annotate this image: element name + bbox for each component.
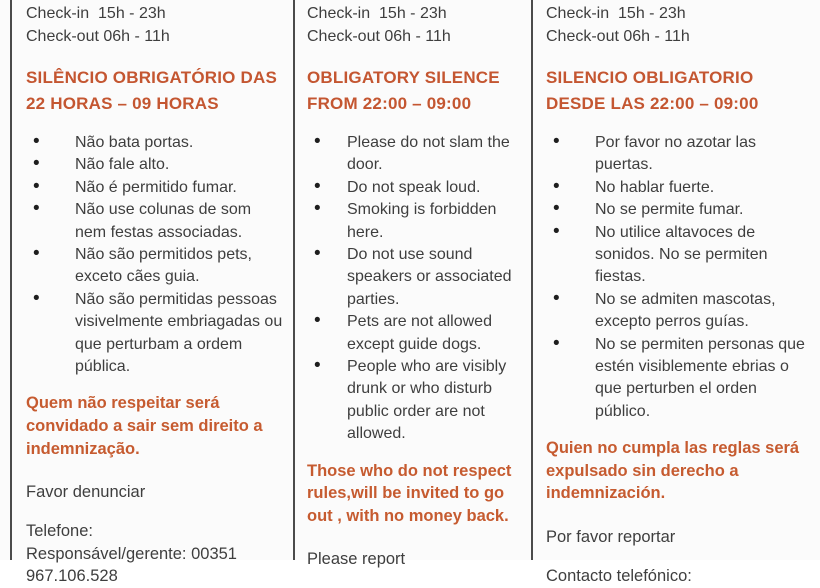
contact-line: Contacto telefónico: <box>546 567 692 586</box>
contact-line: 967.106.528 <box>26 567 118 586</box>
rule-item: • No se admiten mascotas, excepto perros guías. <box>546 289 812 334</box>
report-note: Please report <box>307 550 406 569</box>
eviction-warning: Those who do not respect rules,will be invited to go out , with no money back. <box>307 461 512 525</box>
checkout-hours: Check-out 06h - 11h <box>546 28 690 45</box>
checkout-hours: Check-out 06h - 11h <box>307 28 451 45</box>
column-spanish <box>531 0 820 586</box>
eviction-warning: Quem não respeitar será convidado a sair sem direito a indemnização. <box>26 394 263 458</box>
contact-line: Responsável/gerente: 00351 <box>26 544 237 563</box>
checkin-hours: Check-in 15h - 23h <box>26 5 166 22</box>
rule-item: • No se permite fumar. <box>546 199 812 221</box>
silence-heading: SILÊNCIO OBRIGATÓRIO DAS 22 HORAS – 09 HORAS <box>26 68 277 113</box>
checkout-hours: Check-out 06h - 11h <box>26 28 170 45</box>
contact-line: Telefone: <box>26 522 93 541</box>
rule-item: • Do not speak loud. <box>307 177 523 199</box>
house-rules-list <box>307 132 523 446</box>
rule-item: • Smoking is forbidden here. <box>307 199 523 244</box>
rule-item: • No hablar fuerte. <box>546 177 812 199</box>
rule-item: • Não use colunas de som nem festas associadas. <box>26 199 285 244</box>
rule-item: • No se permiten personas que estén visiblemente ebrias o que perturben el orden público. <box>546 334 812 424</box>
house-rules-list <box>546 132 812 423</box>
report-note: Por favor reportar <box>546 528 676 547</box>
phone-contact <box>26 520 285 588</box>
eviction-warning: Quien no cumpla las reglas será expulsado sin derecho a indemnización. <box>546 439 800 503</box>
rule-item: • Não bata portas. <box>26 132 285 154</box>
rule-item: • Por favor no azotar las puertas. <box>546 132 812 177</box>
rule-item: • Please do not slam the door. <box>307 132 523 177</box>
column-english <box>293 0 531 569</box>
rule-item: • Não é permitido fumar. <box>26 177 285 199</box>
silence-heading: OBLIGATORY SILENCE FROM 22:00 – 09:00 <box>307 68 500 113</box>
column-portuguese <box>10 0 293 586</box>
rule-item: • No utilice altavoces de sonidos. No se permiten fiestas. <box>546 222 812 289</box>
silence-heading: SILENCIO OBLIGATORIO DESDE LAS 22:00 – 09:00 <box>546 68 759 113</box>
rule-item: • Não são permitidos pets, exceto cães guia. <box>26 244 285 289</box>
rule-item: • Não são permitidas pessoas visivelmente embriagadas ou que perturbam a ordem pública. <box>26 289 285 379</box>
rule-item: • Do not use sound speakers or associated parties. <box>307 244 523 311</box>
rule-item: • People who are visibly drunk or who disturb public order are not allowed. <box>307 356 523 446</box>
house-rules-list <box>26 132 285 378</box>
rule-item: • Não fale alto. <box>26 154 285 176</box>
report-note: Favor denunciar <box>26 483 146 502</box>
checkin-hours: Check-in 15h - 23h <box>546 5 686 22</box>
rule-item: • Pets are not allowed except guide dogs. <box>307 311 523 356</box>
checkin-hours: Check-in 15h - 23h <box>307 5 447 22</box>
phone-contact <box>546 565 812 588</box>
